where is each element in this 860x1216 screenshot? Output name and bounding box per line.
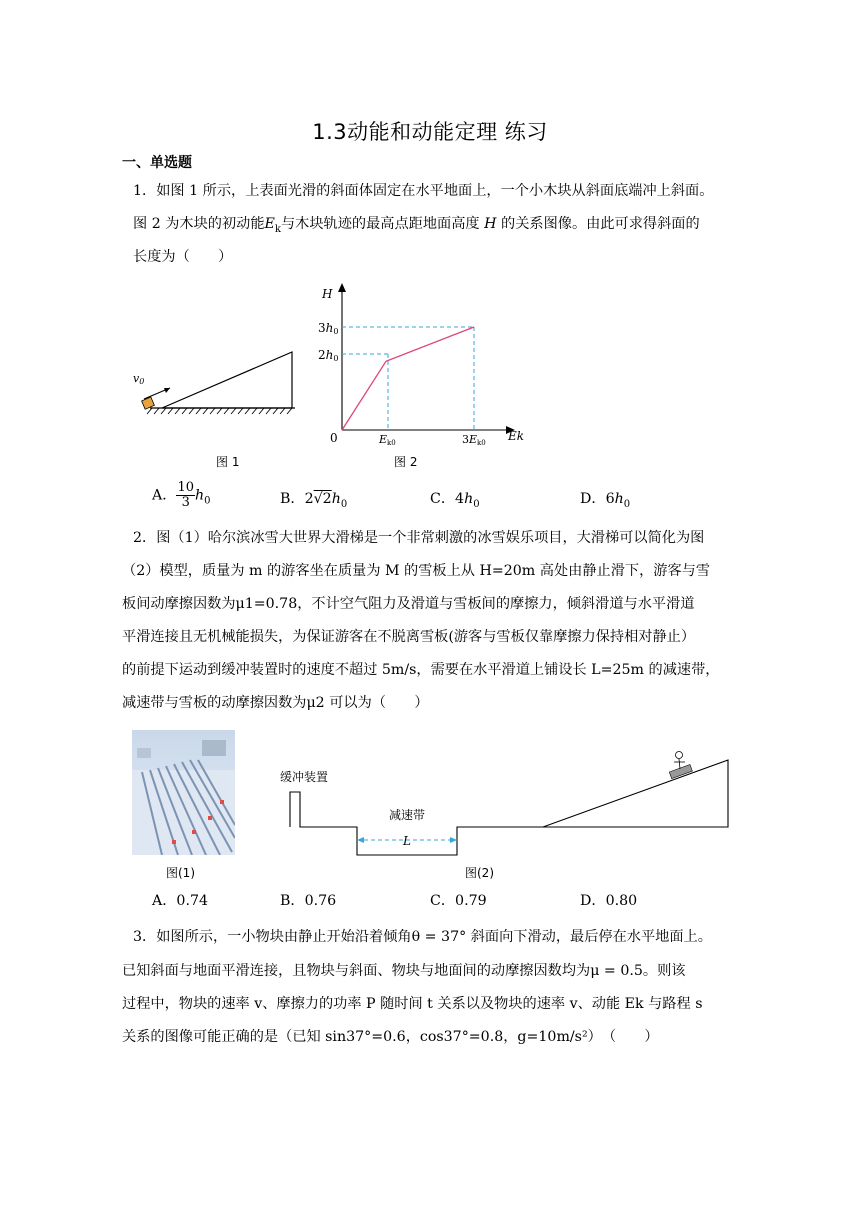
- q2-line4: 平滑连接且无机械能损失，为保证游客在不脱离雪板(游客与雪板仅靠摩擦力保持相对静止）: [122, 629, 696, 645]
- diagram-caption: 图(2): [465, 866, 494, 880]
- slide-model-diagram: [275, 745, 735, 865]
- y-tick-2h0: 2h0: [318, 348, 339, 363]
- q1-option-a: A． $\frac{10}{3}$ $h_0$: [152, 480, 211, 510]
- q2-line1: 2．图（1）哈尔滨冰雪大世界大滑梯是一个非常刺激的冰雪娱乐项目，大滑梯可以简化为图: [133, 530, 705, 546]
- v0-label: v0: [133, 372, 145, 386]
- incline-figure: [130, 335, 300, 445]
- origin-label: 0: [330, 431, 338, 445]
- q1-option-b: B．$2√2h_0$: [280, 491, 348, 510]
- q1-line1: 1．如图 1 所示，上表面光滑的斜面体固定在水平地面上，一个小木块从斜面底端冲上斜面。: [133, 183, 714, 199]
- x-axis-label: Ek: [508, 429, 525, 443]
- x-tick-3ek0: 3Ek0: [462, 433, 486, 447]
- q2-line5: 的前提下运动到缓冲装置时的速度不超过 5m/s，需要在水平滑道上铺设长 L=25m 的减速带，: [122, 662, 720, 678]
- belt-label: 减速带: [389, 808, 426, 822]
- q1-option-d: D．$6h_0$: [580, 491, 631, 510]
- q3-line1: 3．如图所示，一小物块由静止开始沿着倾角θ = 37° 斜面向下滑动，最后停在水平地面上。: [133, 929, 712, 945]
- q3-line3: 过程中，物块的速率 v、摩擦力的功率 P 随时间 t 关系以及物块的速率 v、动能 Ek 与路程 s: [122, 996, 703, 1012]
- q2-line6: 减速带与雪板的动摩擦因数为μ2 可以为（ ）: [122, 695, 429, 711]
- h-ek-graph: [310, 280, 540, 450]
- buffer-label: 缓冲装置: [280, 770, 329, 784]
- q1-line2: 图 2 为木块的初动能$E_k$与木块轨迹的最高点距地面高度 H 的关系图像。由此可求得斜面的: [133, 216, 700, 235]
- q3-line4: 关系的图像可能正确的是（已知 sin37°=0.6，cos37°=0.8，g=10m/s²） （ ）: [122, 1029, 659, 1045]
- q2-option-c: C．0.79: [430, 893, 487, 909]
- q2-option-b: B．0.76: [280, 893, 337, 909]
- l-label: L: [403, 834, 411, 848]
- y-tick-3h0: 3h0: [318, 321, 339, 336]
- h-ek-curve: [342, 327, 474, 430]
- section-heading: 一、单选题: [122, 155, 192, 171]
- q2-line2: （2）模型，质量为 m 的游客坐在质量为 M 的雪板上从 H=20m 高处由静止滑下，游客与雪: [122, 563, 711, 579]
- fig1-caption: 图 1: [216, 455, 240, 469]
- q2-option-a: A．0.74: [152, 893, 209, 909]
- page-title: 1.3动能和动能定理 练习: [312, 120, 548, 144]
- q1-option-c: C．$4h_0$: [430, 491, 480, 510]
- q1-line3: 长度为（ ）: [133, 249, 233, 265]
- q2-option-d: D．0.80: [580, 893, 638, 909]
- x-tick-ek0: Ek0: [379, 433, 396, 447]
- ice-slide-photo: [132, 730, 235, 855]
- photo-caption: 图(1): [166, 866, 195, 880]
- y-axis-label: H: [322, 287, 333, 301]
- q3-line2: 已知斜面与地面平滑连接，且物块与斜面、物块与地面间的动摩擦因数均为μ = 0.5。则该: [122, 963, 686, 979]
- q2-line3: 板间动摩擦因数为μ1=0.78，不计空气阻力及滑道与雪板间的摩擦力，倾斜滑道与水平滑道: [122, 596, 695, 612]
- fig2-caption: 图 2: [394, 455, 418, 469]
